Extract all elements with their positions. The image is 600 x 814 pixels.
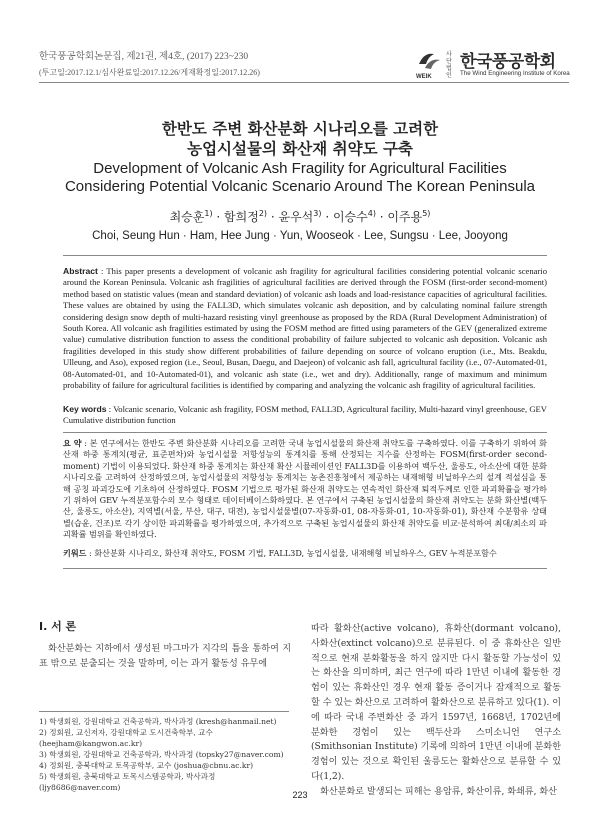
logo-society-name: 한국풍공학회: [460, 52, 556, 72]
footnote-divider: [39, 711, 289, 712]
intro-right-paragraph-1: 따라 활화산(active volcano), 휴화산(dormant volcano), 사화산(extinct volcano)으로 분류된다. 이 중 휴화산은 일반적으로 현재 분화활동을 하지 않지만 다시 활동할 가능성이 있는 화산을 의미하며, 최근 연구에 따라 1만년 이내에 활동한 경험이 있는 휴화산인 경우 현재 활동 증이거나 잠재적으로 활동할 수 있는 화산으로 고려하여 활화산으로 분류하고 있다(1). 이에 따라 국내 주변화산 중 과거 1597년, 1668년, 1702년에 분화한 경험이 있는 백두산과 스미소니언 연구소(Smithsonian Institute) 기록에 의하여 1만년 이내에 분화한 경험이 있는 것으로 확인된 울릉도는 활화산으로 분류할 수 있다(1,2).: [311, 624, 561, 782]
korean-keywords-label: 키워드: [63, 548, 87, 558]
abstract-text: : This paper presents a development of volcanic ash fragility for agricultural facilities considering potential volcanic scenario around the Korean Peninsula. Volcanic ash fragilities of agricultural facilities are derived through the FOSM (first-order second-moment) method based on statistic values (mean and standard deviation) of volcanic ash loads and load-resistance capacities of agricultural facilities. These values are obtained by using the FALL3D, which simulates volcanic ash deposition, and by calculating nominal failure strength considering design snow depth of multi-hazard resisting vinyl greenhouse as proposed by the RDA (Rural Development Administration) of South Korea. All volcanic ash fragilities estimated by using the FOSM method are fitted using parameters of the GEV (generalized extreme value) cumulative distribution function to assess the conditional probability of failure subjected to volcanic ash deposition. Volcanic ash fragilities developed in this study show different probabilities of failure depending on source of volcano eruption (i.e., Mts. Beakdu, Ulleung, and Aso), exposed region (i.e., Seoul, Busan, Daegu, and Daejeon) of volcanic ash fall, agricultural facility (i.e., 07-Automated-01, 08-Automated-01, and 10-Automated-01), and volcanic ash state (i.e., wet and dry). Additionally, range of maximum and minimum probability of failure for agricultural facilities is identified by comparing and analyzing the volcanic ash fragility of agricultural facilities.: [63, 266, 547, 391]
society-logo: [416, 44, 570, 84]
author-4: 이승수$^{4)}$: [332, 209, 376, 224]
authors-english: Choi, Seung Hun · Ham, Hee Jung · Yun, Wooseok · Lee, Sungsu · Lee, Jooyong: [92, 230, 508, 242]
author-footnotes: [39, 716, 289, 793]
submission-dates: (투고일:2017.12.1/심사완료일:2017.12.26/게재확정일:2017.12.26): [39, 68, 260, 77]
footnote-5-email: (ljy8686@naver.com): [39, 783, 121, 792]
footnote-4: 4) 정회원, 충북대학교 토목공학부, 교수 (joshua@cbnu.ac.kr): [39, 761, 254, 770]
author-3: 윤우석$^{3)}$: [278, 209, 322, 224]
intro-left-column: 화산분화는 지하에서 생성된 마그마가 지각의 틈을 통하여 지표 밖으로 분출되는 것을 말하며, 이는 과거 활동성 유무에: [39, 644, 291, 669]
korean-keywords-text: : 화산분화 시나리오, 화산재 취약도, FOSM 기법, FALL3D, 농업시설물, 내재해형 비닐하우스, GEV 누적분포함수: [86, 548, 497, 558]
abstract-label: Abstract: [63, 266, 98, 276]
author-5: 이주용$^{5)}$: [387, 209, 431, 224]
logo-small-text: 사단 법인: [446, 51, 452, 79]
page-number: 223: [292, 790, 308, 800]
summary-label: 요 약: [63, 438, 82, 448]
footnote-2-email: (heejham@kangwon.ac.kr): [39, 739, 143, 748]
title-korean-line1: 한반도 주변 화산분화 시나리오를 고려한: [161, 120, 439, 138]
keywords-label: Key words: [63, 404, 107, 414]
abstract-paragraph: [63, 266, 547, 391]
intro-right-paragraph-2: 화산분화로 발생되는 피해는 용암류, 화산이류, 화쇄류, 화산: [320, 786, 557, 797]
journal-citation: 한국풍공학회논문집, 제21권, 제4호, (2017) 223~230: [39, 52, 249, 62]
footnote-5: 5) 학생회원, 충북대학교 토목시스템공학과, 박사과정: [39, 772, 216, 781]
title-english-line1: Development of Volcanic Ash Fragility for Agricultural Facilities: [93, 160, 507, 177]
author-2: 함희정$^{2)}$: [224, 209, 268, 224]
author-1: 최승훈$^{1)}$: [169, 209, 213, 224]
keywords-korean: [63, 548, 547, 559]
keywords-english: [63, 404, 547, 427]
keywords-text: : Volcanic scenario, Volcanic ash fragility, FOSM method, FALL3D, Agricultural facility, Multi-hazard vinyl greenhouse, GEV Cumulative distribution function: [63, 404, 547, 426]
section-heading-introduction: I. 서 론: [39, 620, 77, 633]
abstract-bottom-divider: [63, 568, 547, 569]
logo-weik-text: WEIK: [416, 74, 432, 80]
header-divider: [39, 82, 569, 83]
footnote-3: 3) 학생회원, 강원대학교 건축공학과, 박사과정 (topsky27@naver.com): [39, 750, 284, 759]
title-korean-line2: 농업시설물의 화산재 취약도 구축: [187, 140, 413, 158]
abstract-mid-divider: [63, 432, 547, 433]
title-english-line2: Considering Potential Volcanic Scenario Around The Korean Peninsula: [64, 178, 536, 195]
logo-english-name: The Wind Engineering Institute of Korea: [460, 70, 570, 77]
footnote-1: 1) 학생회원, 강원대학교 건축공학과, 박사과정 (kresh@hanmail.net): [39, 717, 277, 726]
korean-summary: [63, 438, 547, 541]
authors-korean: 최승훈$^{1)}$ · 함희정$^{2)}$ · 윤우석$^{3)}$ · 이승수$^{4)}$ · 이주용$^{5)}$: [169, 209, 431, 224]
footnote-2: 2) 정회원, 교신저자, 강원대학교 도시건축학부, 교수: [39, 728, 213, 737]
abstract-top-divider: [63, 255, 547, 256]
intro-right-column: [311, 622, 561, 800]
summary-text: : 본 연구에서는 한반도 주변 화산분화 시나리오를 고려한 국내 농업시설물의 화산재 취약도를 구축하였다. 이를 구축하기 위하여 화산재 하중 통계치(평균, 표준편차)와 농업시설물 저항성능의 통계치를 통해 산정되는 지수를 산정하는 FOSM(first-order second-moment) 기법이 이용되었다. 화산재 하중 통계치는 화산재 확산 시뮬레이션인 FALL3D를 이용하여 백두산, 울릉도, 아소산에 대한 분화 시나리오를 고려하여 산정하였으며, 농업시설물의 저항성능 통계치는 농촌진흥청에서 제공하는 내재해형 비닐하우스의 설계 적설심을 통해 공칭 파괴강도에 기초하여 산정하였다. FOSM 기법으로 평가된 화산재 취약도는 연속적인 화산재 퇴적두께로 인한 파괴확률을 평가하기 위하여 GEV 누적분포함수의 모수 형태로 데이터베이스화하였다. 본 연구에서 구축된 농업시설물의 화산재 취약도는 분화 화산별(백두산, 울릉도, 아소산), 지역별(서울, 부산, 대구, 대전), 농업시설물별(07-자동화-01, 08-자동화-01, 10-자동화-01), 화산재 수분함유 상태별(습윤, 건조)로 각기 상이한 파괴확률을 평가하였으며, 추가적으로 구축된 농업시설물의 화산재 취약도를 비교·분석하여 최대/최소의 파괴확률 범위를 확인하였다.: [63, 438, 547, 540]
weik-emblem-icon: [416, 48, 442, 74]
